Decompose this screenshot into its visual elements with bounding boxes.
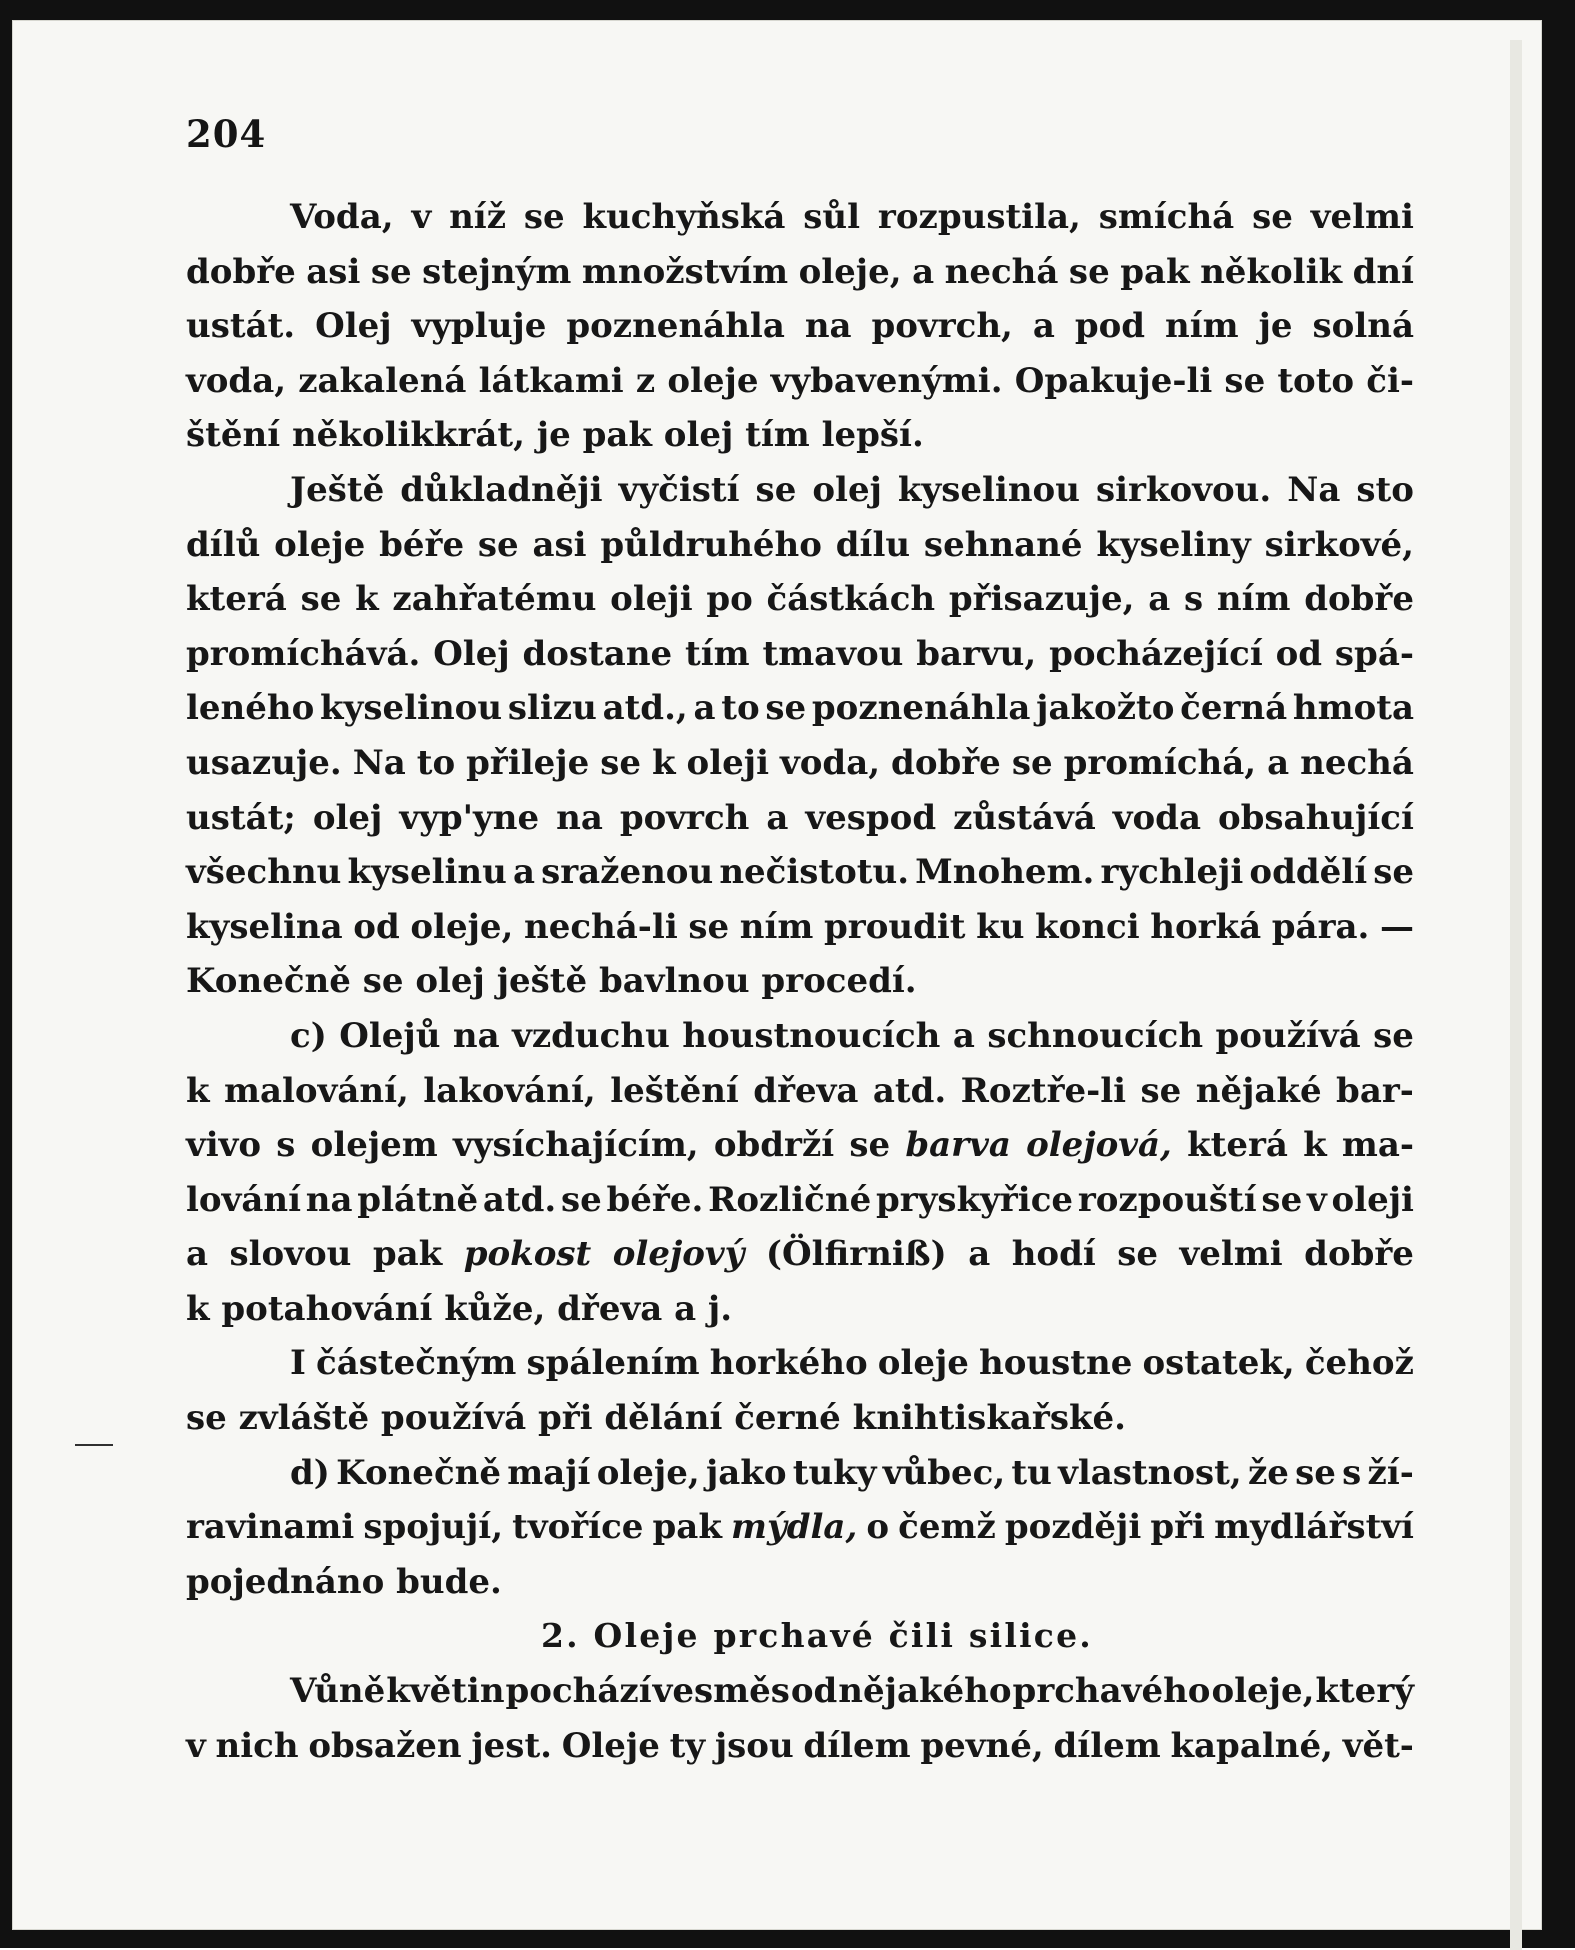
text-line-28: Vůně květin pochází vesměs od nějakého prchavého oleje, který: [290, 1671, 1414, 1712]
text-line-15: Konečně se olej ještě bavlnou procedí.: [186, 961, 917, 1002]
text-line-14: kyselina od oleje, nechá-li se ním proudit ku konci horká pára. —: [186, 906, 1414, 947]
page-number: 204: [186, 112, 267, 156]
text-line-3: ustát. Olej vypluje poznenáhla na povrch, a pod ním je solná: [186, 306, 1414, 347]
text-line-20: a slovou pak pokost olejový (Ölfirniß) a hodí se velmi dobře: [186, 1234, 1414, 1275]
text-line-19: lování na plátně atd. se béře. Rozličné pryskyřice rozpouští se v oleji: [186, 1179, 1414, 1220]
text-line-4: voda, zakalená látkami z oleje vybavenými. Opakuje-li se toto či-: [186, 360, 1414, 401]
text-line-2: dobře asi se stejným množstvím oleje, a nechá se pak několik dní: [186, 251, 1414, 292]
book-page: [12, 20, 1542, 1930]
section-heading: 2. Oleje prchavé čili silice.: [541, 1616, 1093, 1656]
text-line-13: všechnu kyselinu a sraženou nečistotu. Mnohem. rychleji oddělí se: [186, 852, 1414, 893]
text-line-1: Voda, v níž se kuchyňská sůl rozpustila, smíchá se velmi: [290, 197, 1414, 237]
text-line-6: Ještě důkladněji vyčistí se olej kyselinou sirkovou. Na sto: [290, 469, 1414, 510]
text-line-9: promíchává. Olej dostane tím tmavou barvu, pocházející od spá-: [186, 633, 1414, 674]
text-line-21: k potahování kůže, dřeva a j.: [186, 1288, 733, 1329]
page-edge: [1510, 40, 1522, 1950]
text-line-18: vivo s olejem vysíchajícím, obdrží se barva olejová, která k ma-: [186, 1125, 1414, 1166]
text-line-7: dílů oleje béře se asi půldruhého dílu sehnané kyseliny sirkové,: [186, 524, 1414, 565]
text-line-24: d) Konečně mají oleje, jako tuky vůbec, tu vlastnost, že se s ží-: [290, 1452, 1414, 1493]
text-line-11: usazuje. Na to přileje se k oleji voda, dobře se promíchá, a nechá: [186, 742, 1414, 783]
text-line-26: pojednáno bude.: [186, 1561, 502, 1602]
text-line-12: ustát; olej vyp'yne na povrch a vespod zůstává voda obsahující: [186, 797, 1414, 838]
text-line-23: se zvláště používá při dělání černé knihtiskařské.: [186, 1398, 1126, 1439]
text-line-16: c) Olejů na vzduchu houstnoucích a schnoucích používá se: [290, 1015, 1414, 1056]
text-line-29: v nich obsažen jest. Oleje ty jsou dílem pevné, dílem kapalné, vět-: [186, 1725, 1414, 1766]
text-line-17: k malování, lakování, leštění dřeva atd. Roztře-li se nějaké bar-: [186, 1070, 1414, 1111]
text-line-10: leného kyselinou slizu atd., a to se poznenáhla jakožto černá hmota: [186, 688, 1414, 729]
text-line-8: která se k zahřatému oleji po částkách přisazuje, a s ním dobře: [186, 579, 1414, 620]
page-text: [186, 197, 1414, 1783]
text-line-22: I částečným spálením horkého oleje houstne ostatek, čehož: [290, 1343, 1414, 1384]
text-line-25: ravinami spojují, tvoříce pak mýdla, o čemž později při mydlářství: [186, 1507, 1414, 1548]
margin-rule: [75, 1444, 113, 1446]
text-line-5: štění několikkrát, je pak olej tím lepší.: [186, 415, 924, 456]
